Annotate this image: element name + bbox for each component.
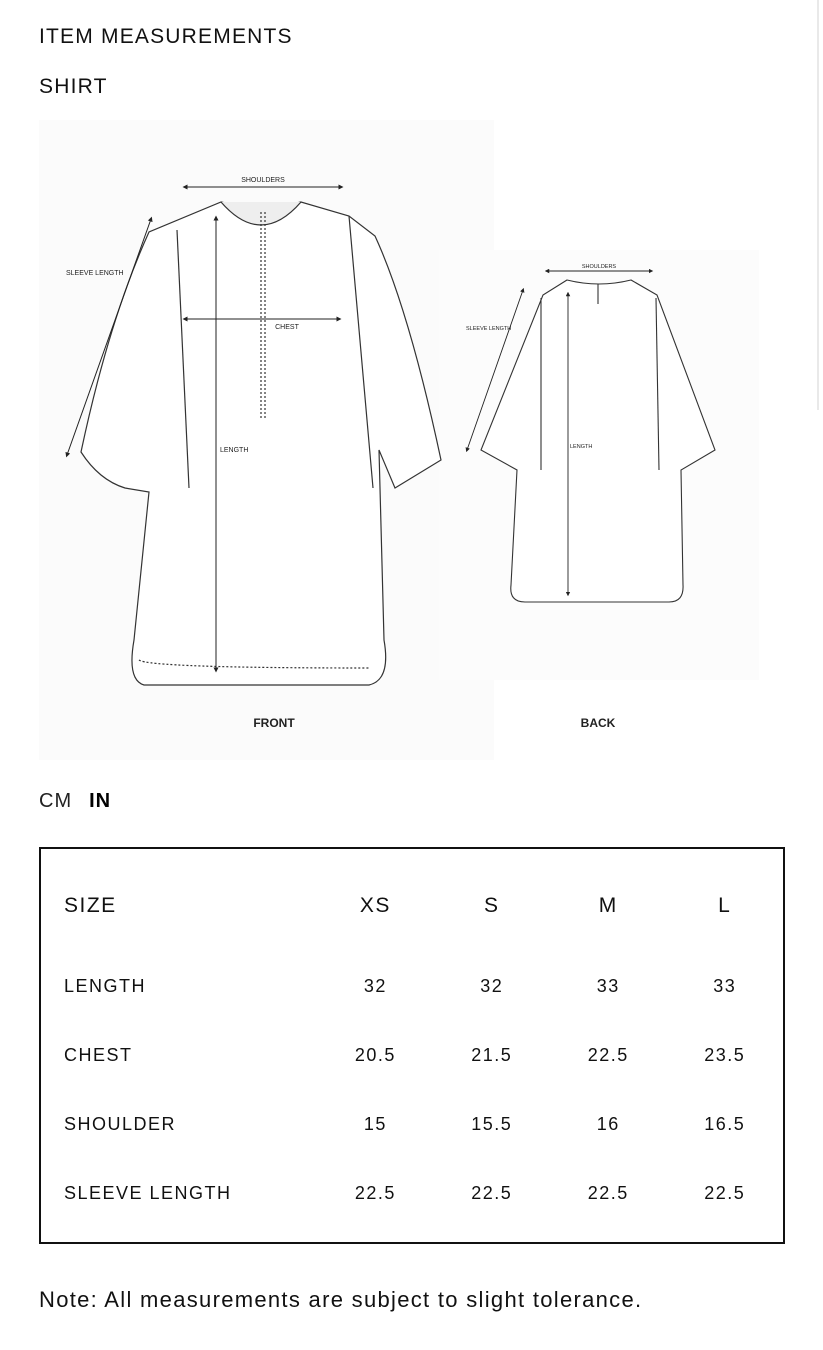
table-cell: 21.5 bbox=[471, 1045, 513, 1065]
unit-toggle bbox=[39, 790, 128, 813]
table-cell: 33 bbox=[713, 976, 737, 996]
table-cell: 16.5 bbox=[704, 1114, 746, 1134]
unit-option-in[interactable]: IN bbox=[89, 790, 112, 812]
size-table bbox=[41, 849, 783, 1228]
table-cell: 22.5 bbox=[587, 1045, 629, 1065]
front-sleeve-length-label: SLEEVE LENGTH bbox=[66, 270, 124, 277]
product-heading: SHIRT bbox=[39, 75, 108, 98]
front-chest-label: CHEST bbox=[275, 324, 299, 331]
size-header-l: L bbox=[718, 893, 732, 917]
front-length-label: LENGTH bbox=[220, 447, 249, 454]
back-shoulders-label: SHOULDERS bbox=[581, 264, 617, 270]
section-heading: ITEM MEASUREMENTS bbox=[39, 25, 293, 48]
back-caption: BACK bbox=[580, 716, 616, 730]
front-shoulders-label: SHOULDERS bbox=[241, 177, 285, 184]
back-length-label: LENGTH bbox=[570, 444, 593, 450]
table-cell: 23.5 bbox=[704, 1045, 746, 1065]
size-column-header: SIZE bbox=[64, 893, 117, 917]
tolerance-note: Note: All measurements are subject to slight tolerance. bbox=[39, 1287, 643, 1312]
size-header-xs: XS bbox=[359, 893, 391, 917]
table-row bbox=[41, 1021, 783, 1090]
table-row bbox=[41, 1090, 783, 1159]
table-row bbox=[41, 1159, 783, 1228]
table-cell: 22.5 bbox=[587, 1183, 629, 1203]
front-caption: FRONT bbox=[253, 716, 295, 730]
table-cell: 20.5 bbox=[354, 1045, 396, 1065]
measurement-diagram bbox=[39, 120, 779, 760]
table-cell: 16 bbox=[596, 1114, 620, 1134]
table-cell: 32 bbox=[363, 976, 387, 996]
table-row bbox=[41, 952, 783, 1021]
row-label: SLEEVE LENGTH bbox=[64, 1183, 232, 1203]
size-header-s: S bbox=[484, 893, 500, 917]
size-table-header-row bbox=[41, 849, 783, 952]
table-cell: 22.5 bbox=[354, 1183, 396, 1203]
back-sleeve-length-label: SLEEVE LENGTH bbox=[466, 326, 512, 332]
table-cell: 15 bbox=[363, 1114, 387, 1134]
table-cell: 33 bbox=[596, 976, 620, 996]
row-label: LENGTH bbox=[64, 976, 147, 996]
unit-option-cm[interactable]: CM bbox=[39, 790, 73, 812]
row-label: CHEST bbox=[64, 1045, 133, 1065]
table-cell: 22.5 bbox=[471, 1183, 513, 1203]
row-label: SHOULDER bbox=[64, 1114, 177, 1134]
size-table-container bbox=[39, 847, 785, 1244]
scrollbar[interactable] bbox=[817, 0, 819, 410]
table-cell: 15.5 bbox=[471, 1114, 513, 1134]
size-header-m: M bbox=[598, 893, 618, 917]
table-cell: 22.5 bbox=[704, 1183, 746, 1203]
table-cell: 32 bbox=[480, 976, 504, 996]
garment-illustration bbox=[39, 120, 779, 760]
